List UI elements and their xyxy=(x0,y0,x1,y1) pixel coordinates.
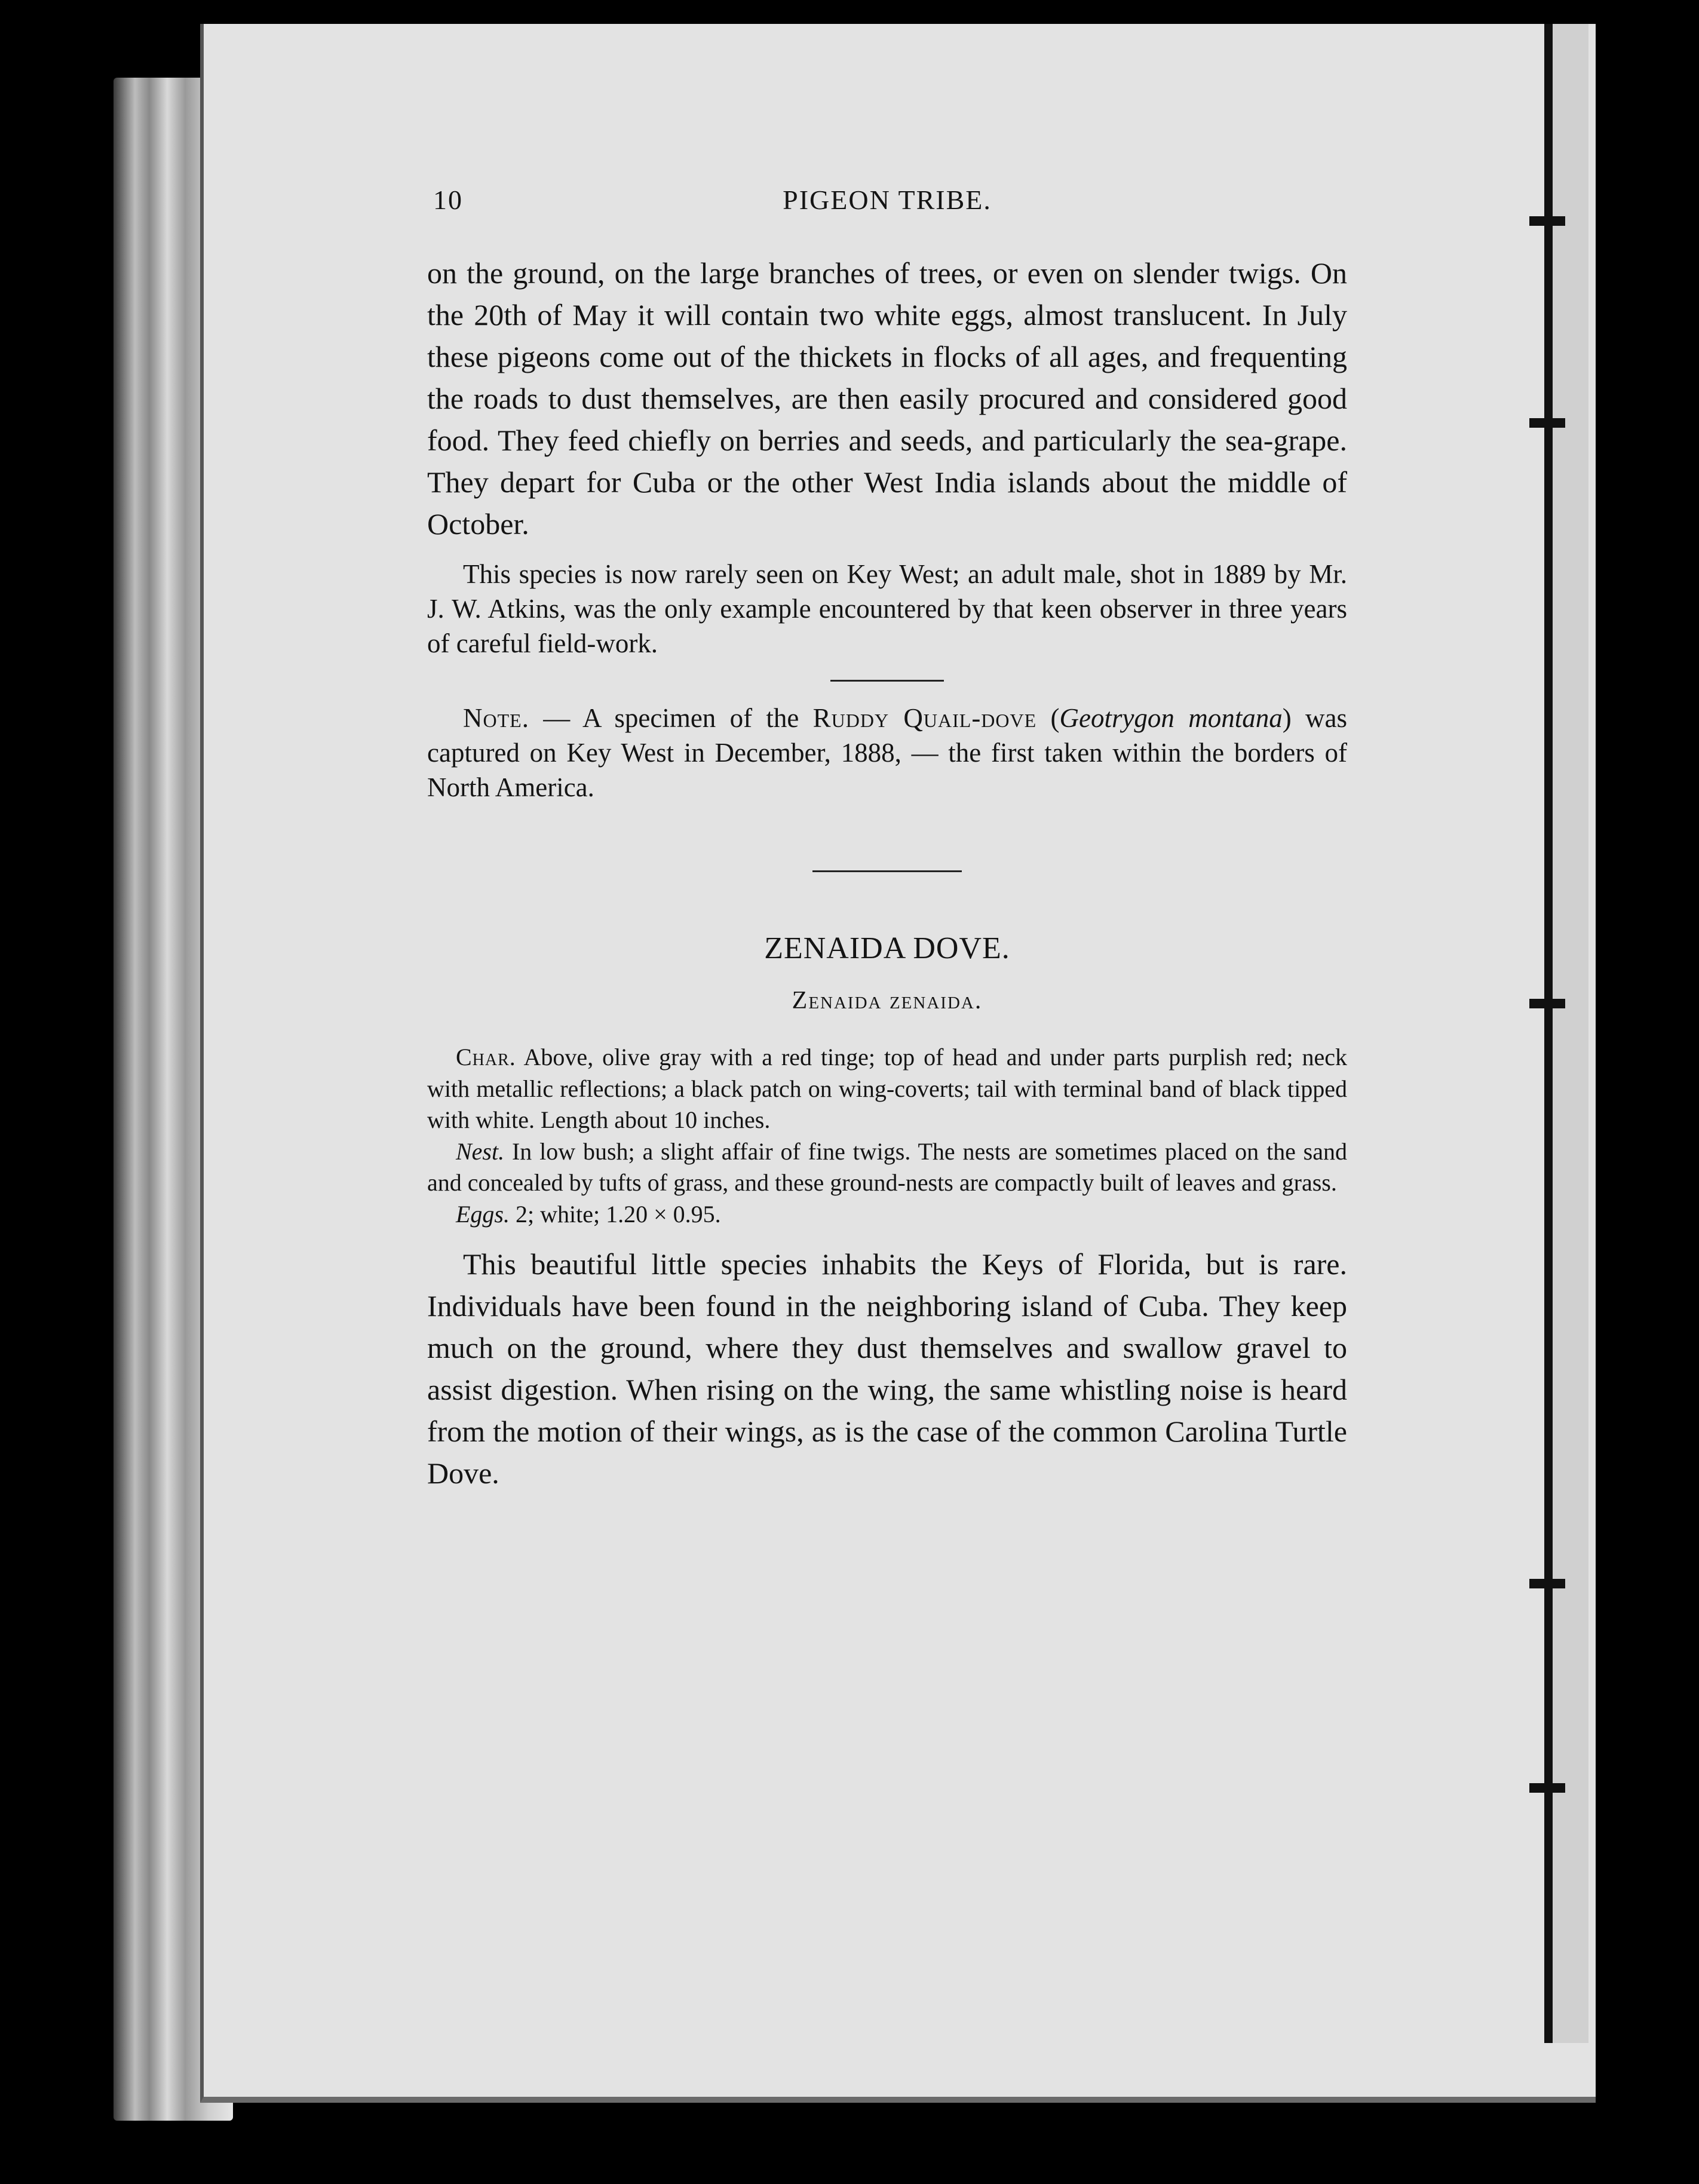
binding-mark xyxy=(1529,1783,1565,1793)
note-open-paren: ( xyxy=(1036,703,1060,733)
book-spine xyxy=(1544,24,1553,2043)
note-bird-scientific: Geotrygon montana xyxy=(1059,703,1283,733)
char-text: Above, olive gray with a red tinge; top of head and under parts purplish red; neck with metallic reflections; a black patch on wing-coverts; tail with terminal band of black tipped with white. Length about 10 inches. xyxy=(427,1044,1347,1133)
note-lead: — A specimen of the xyxy=(529,703,813,733)
eggs-text: 2; white; 1.20 × 0.95. xyxy=(510,1200,721,1228)
section-divider xyxy=(830,680,944,682)
note-rest: ) was captured on Key West in December, 1888, — the first taken within the borders of North America. xyxy=(427,703,1347,802)
species-description: This beautiful little species inhabits the Keys of Florida, but is rare. Individuals have been found in the neighboring island of Cuba. They keep much on the ground, where they dust themselves and swallow gravel to assist digestion. When rising on the wing, the same whistling noise is heard from the motion of their wings, as is the case of the common Carolina Turtle Dove. xyxy=(427,1247,1347,1490)
binding-mark xyxy=(1529,418,1565,428)
eggs-paragraph xyxy=(427,1199,1347,1231)
char-label: Char. xyxy=(456,1044,516,1070)
species-common-name: ZENAIDA DOVE. xyxy=(764,931,1010,965)
nest-text: In low bush; a slight affair of fine twigs. The nests are sometimes placed on the sand and concealed by tufts of grass, and these ground-nests are compactly built of leaves and grass. xyxy=(427,1137,1347,1196)
running-title: PIGEON TRIBE. xyxy=(783,185,992,215)
page-number: 10 xyxy=(433,185,463,215)
key-west-paragraph: This species is now rarely seen on Key West; an adult male, shot in 1889 by Mr. J. W. Atkins, was the only example encountered by that keen observer in three years of careful field-work. xyxy=(427,559,1347,658)
binding-mark xyxy=(1529,1579,1565,1588)
note-paragraph xyxy=(427,701,1347,805)
facing-page-strip xyxy=(1553,24,1588,2043)
continuation-paragraph: on the ground, on the large branches of trees, or even on slender twigs. On the 20th of May it will contain two white eggs, almost translucent. In July these pigeons come out of the thickets in flocks of all ages, and frequenting the roads to dust themselves, are then easily procured and considered good food. They feed chiefly on berries and seeds, and particularly the sea-grape. They depart for Cuba or the other West India islands about the middle of October. xyxy=(427,256,1347,541)
nest-label: Nest. xyxy=(456,1137,505,1165)
binding-mark xyxy=(1529,999,1565,1008)
char-paragraph xyxy=(427,1042,1347,1136)
note-label: Note. xyxy=(463,703,529,733)
binding-mark xyxy=(1529,216,1565,226)
nest-paragraph xyxy=(427,1136,1347,1199)
page-text xyxy=(427,179,1347,1494)
eggs-label: Eggs. xyxy=(456,1200,510,1228)
species-divider xyxy=(812,870,962,872)
note-bird-common: Ruddy Quail-dove xyxy=(812,703,1037,733)
species-scientific-name: Zenaida zenaida. xyxy=(792,987,983,1014)
running-header xyxy=(427,179,1347,221)
